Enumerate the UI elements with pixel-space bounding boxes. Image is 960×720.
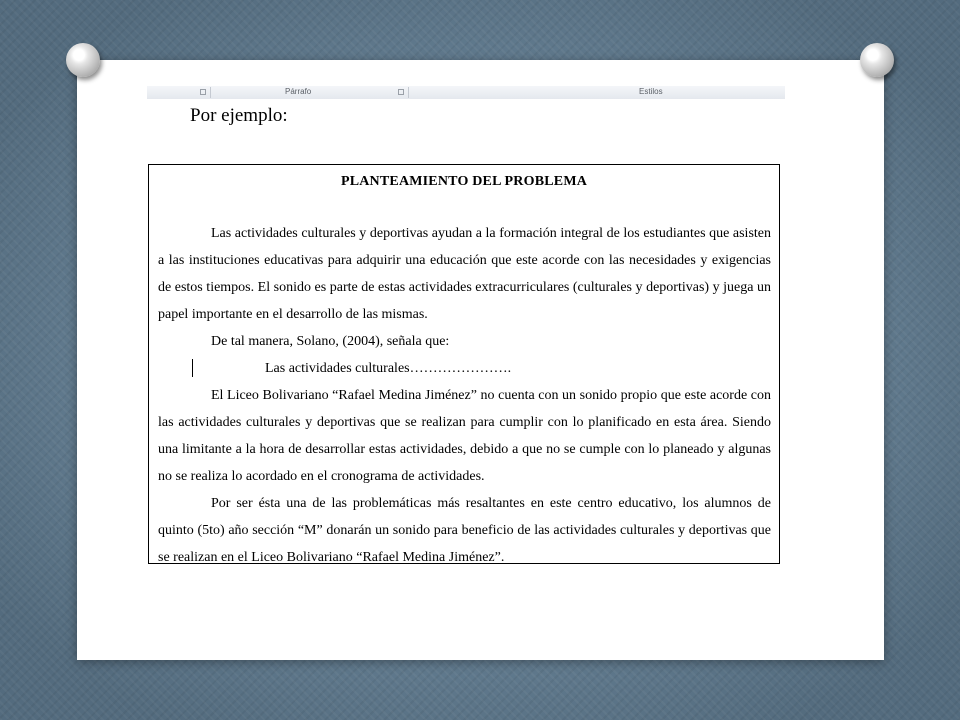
dialog-launcher-icon[interactable]	[398, 89, 404, 95]
ribbon-divider	[408, 87, 409, 98]
quoted-line: Las actividades culturales………………….	[265, 361, 512, 376]
text-cursor-icon	[192, 359, 193, 377]
ribbon-group-paragraph: Párrafo	[285, 87, 312, 96]
paragraph: Por ser ésta una de las problemáticas más resaltantes en este centro educativo, los alumnos de quinto (5to) año sección “M” donarán un sonido para beneficio de las actividades culturales y deportivas que se realizan en el Liceo Bolivariano “Rafael Medina Jiménez”.	[158, 496, 771, 565]
pushpin-icon	[66, 43, 100, 77]
intro-text: Por ejemplo:	[190, 105, 288, 126]
pushpin-icon	[860, 43, 894, 77]
ribbon-group-styles: Estilos	[639, 87, 663, 96]
document-page	[147, 99, 785, 588]
paragraph: De tal manera, Solano, (2004), señala que:	[211, 334, 450, 349]
body-text	[158, 220, 771, 571]
ribbon-divider	[210, 87, 211, 98]
paragraph: El Liceo Bolivariano “Rafael Medina Jiménez” no cuenta con un sonido propio que este acorde con las actividades culturales y deportivas que se realizan para cumplir con lo planificado en esta área. Siendo una limitante a la hora de desarrollar estas actividades, debido a que no se cumple con lo planeado y algunas no se realiza lo acordado en el cronograma de actividades.	[158, 388, 771, 484]
word-ribbon-strip	[147, 86, 785, 100]
dialog-launcher-icon[interactable]	[200, 89, 206, 95]
paragraph: Las actividades culturales y deportivas ayudan a la formación integral de los estudiantes que asisten a las instituciones educativas para adquirir una educación que este acorde con las necesidades y exigencias de estos tiempos. El sonido es parte de estas actividades extracurriculares (culturales y deportivas) y juega un papel importante en el desarrollo de las mismas.	[158, 226, 771, 322]
problem-statement-box	[148, 164, 780, 564]
section-title: PLANTEAMIENTO DEL PROBLEMA	[340, 174, 588, 189]
